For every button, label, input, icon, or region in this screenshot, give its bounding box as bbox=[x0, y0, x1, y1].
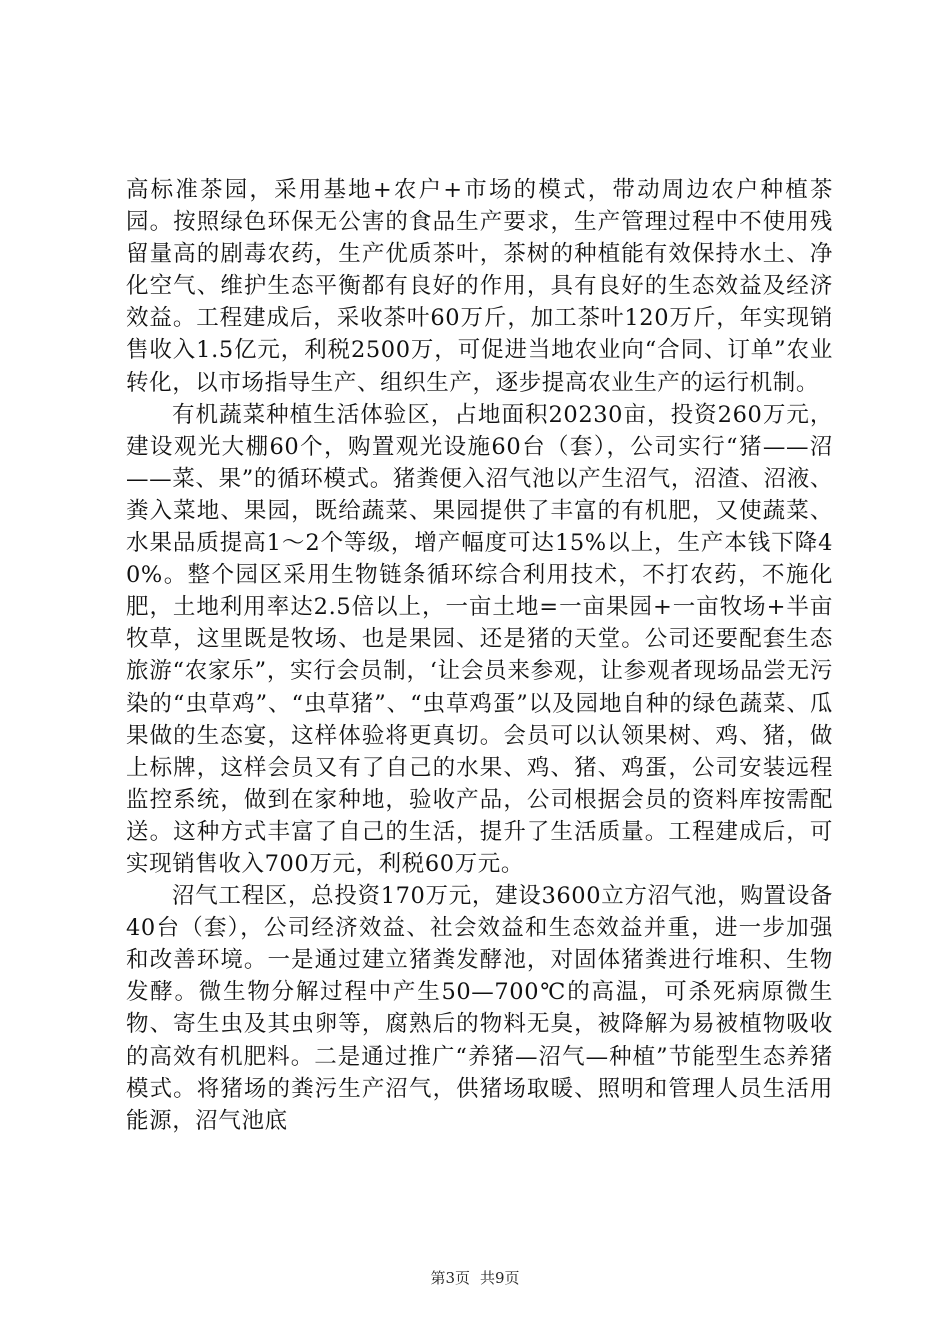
document-body bbox=[126, 174, 833, 1137]
paragraph-tea-garden: 高标准茶园，采用基地+农户+市场的模式，带动周边农户种植茶园。按照绿色环保无公害的食品生产要求，生产管理过程中不使用残留量高的剧毒农药，生产优质茶叶，茶树的种植能有效保持水土、净化空气、维护生态平衡都有良好的作用，具有良好的生态效益及经济效益。工程建成后，采收茶叶60万斤，加工茶叶120万斤，年实现销售收入1.5亿元，利税2500万，可促进当地农业向“合同、订单”农业转化，以市场指导生产、组织生产，逐步提高农业生产的运行机制。 bbox=[126, 177, 833, 396]
page-footer bbox=[0, 1268, 950, 1288]
paragraph-biogas-zone: 沼气工程区，总投资170万元，建设3600立方沼气池，购置设备40台（套），公司经济效益、社会效益和生态效益并重，进一步加强和改善环境。一是通过建立猪粪发酵池，对固体猪粪进行堆积、生物发酵。微生物分解过程中产生50—700℃的高温，可杀死病原微生物、寄生虫及其虫卵等，腐熟后的物料无臭，被降解为易被植物吸收的高效有机肥料。二是通过推广“养猪—沼气—种植”节能型生态养猪模式。将猪场的粪污生产沼气，供猪场取暖、照明和管理人员生活用能源，沼气池底 bbox=[126, 883, 833, 1134]
paragraph-organic-vegetable-zone: 有机蔬菜种植生活体验区，占地面积20230亩，投资260万元，建设观光大棚60个，购置观光设施60台（套），公司实行“猪——沼——菜、果”的循环模式。猪粪便入沼气池以产生沼气，沼渣、沼液、粪入菜地、果园，既给蔬菜、果园提供了丰富的有机肥，又使蔬菜、水果品质提高1～2个等级，增产幅度可达15%以上，生产本钱下降40%。整个园区采用生物链条循环综合利用技术，不打农药，不施化肥，土地利用率达2.5倍以上，一亩土地=一亩果园+一亩牧场+半亩牧草，这里既是牧场、也是果园、还是猪的天堂。公司还要配套生态旅游“农家乐”，实行会员制，‘让会员来参观，让参观者现场品尝无污染的“虫草鸡”、“虫草猪”、“虫草鸡蛋”以及园地自种的绿色蔬菜、瓜果做的生态宴，这样体验将更真切。会员可以认领果树、鸡、猪，做上标牌，这样会员又有了自己的水果、鸡、猪、鸡蛋，公司安装远程监控系统，做到在家种地，验收产品，公司根据会员的资料库按需配送。这种方式丰富了自己的生活，提升了生活质量。工程建成后，可实现销售收入700万元，利税60万元。 bbox=[126, 401, 833, 877]
page-number: 第3页 bbox=[430, 1269, 470, 1287]
page-total: 共9页 bbox=[480, 1269, 520, 1287]
